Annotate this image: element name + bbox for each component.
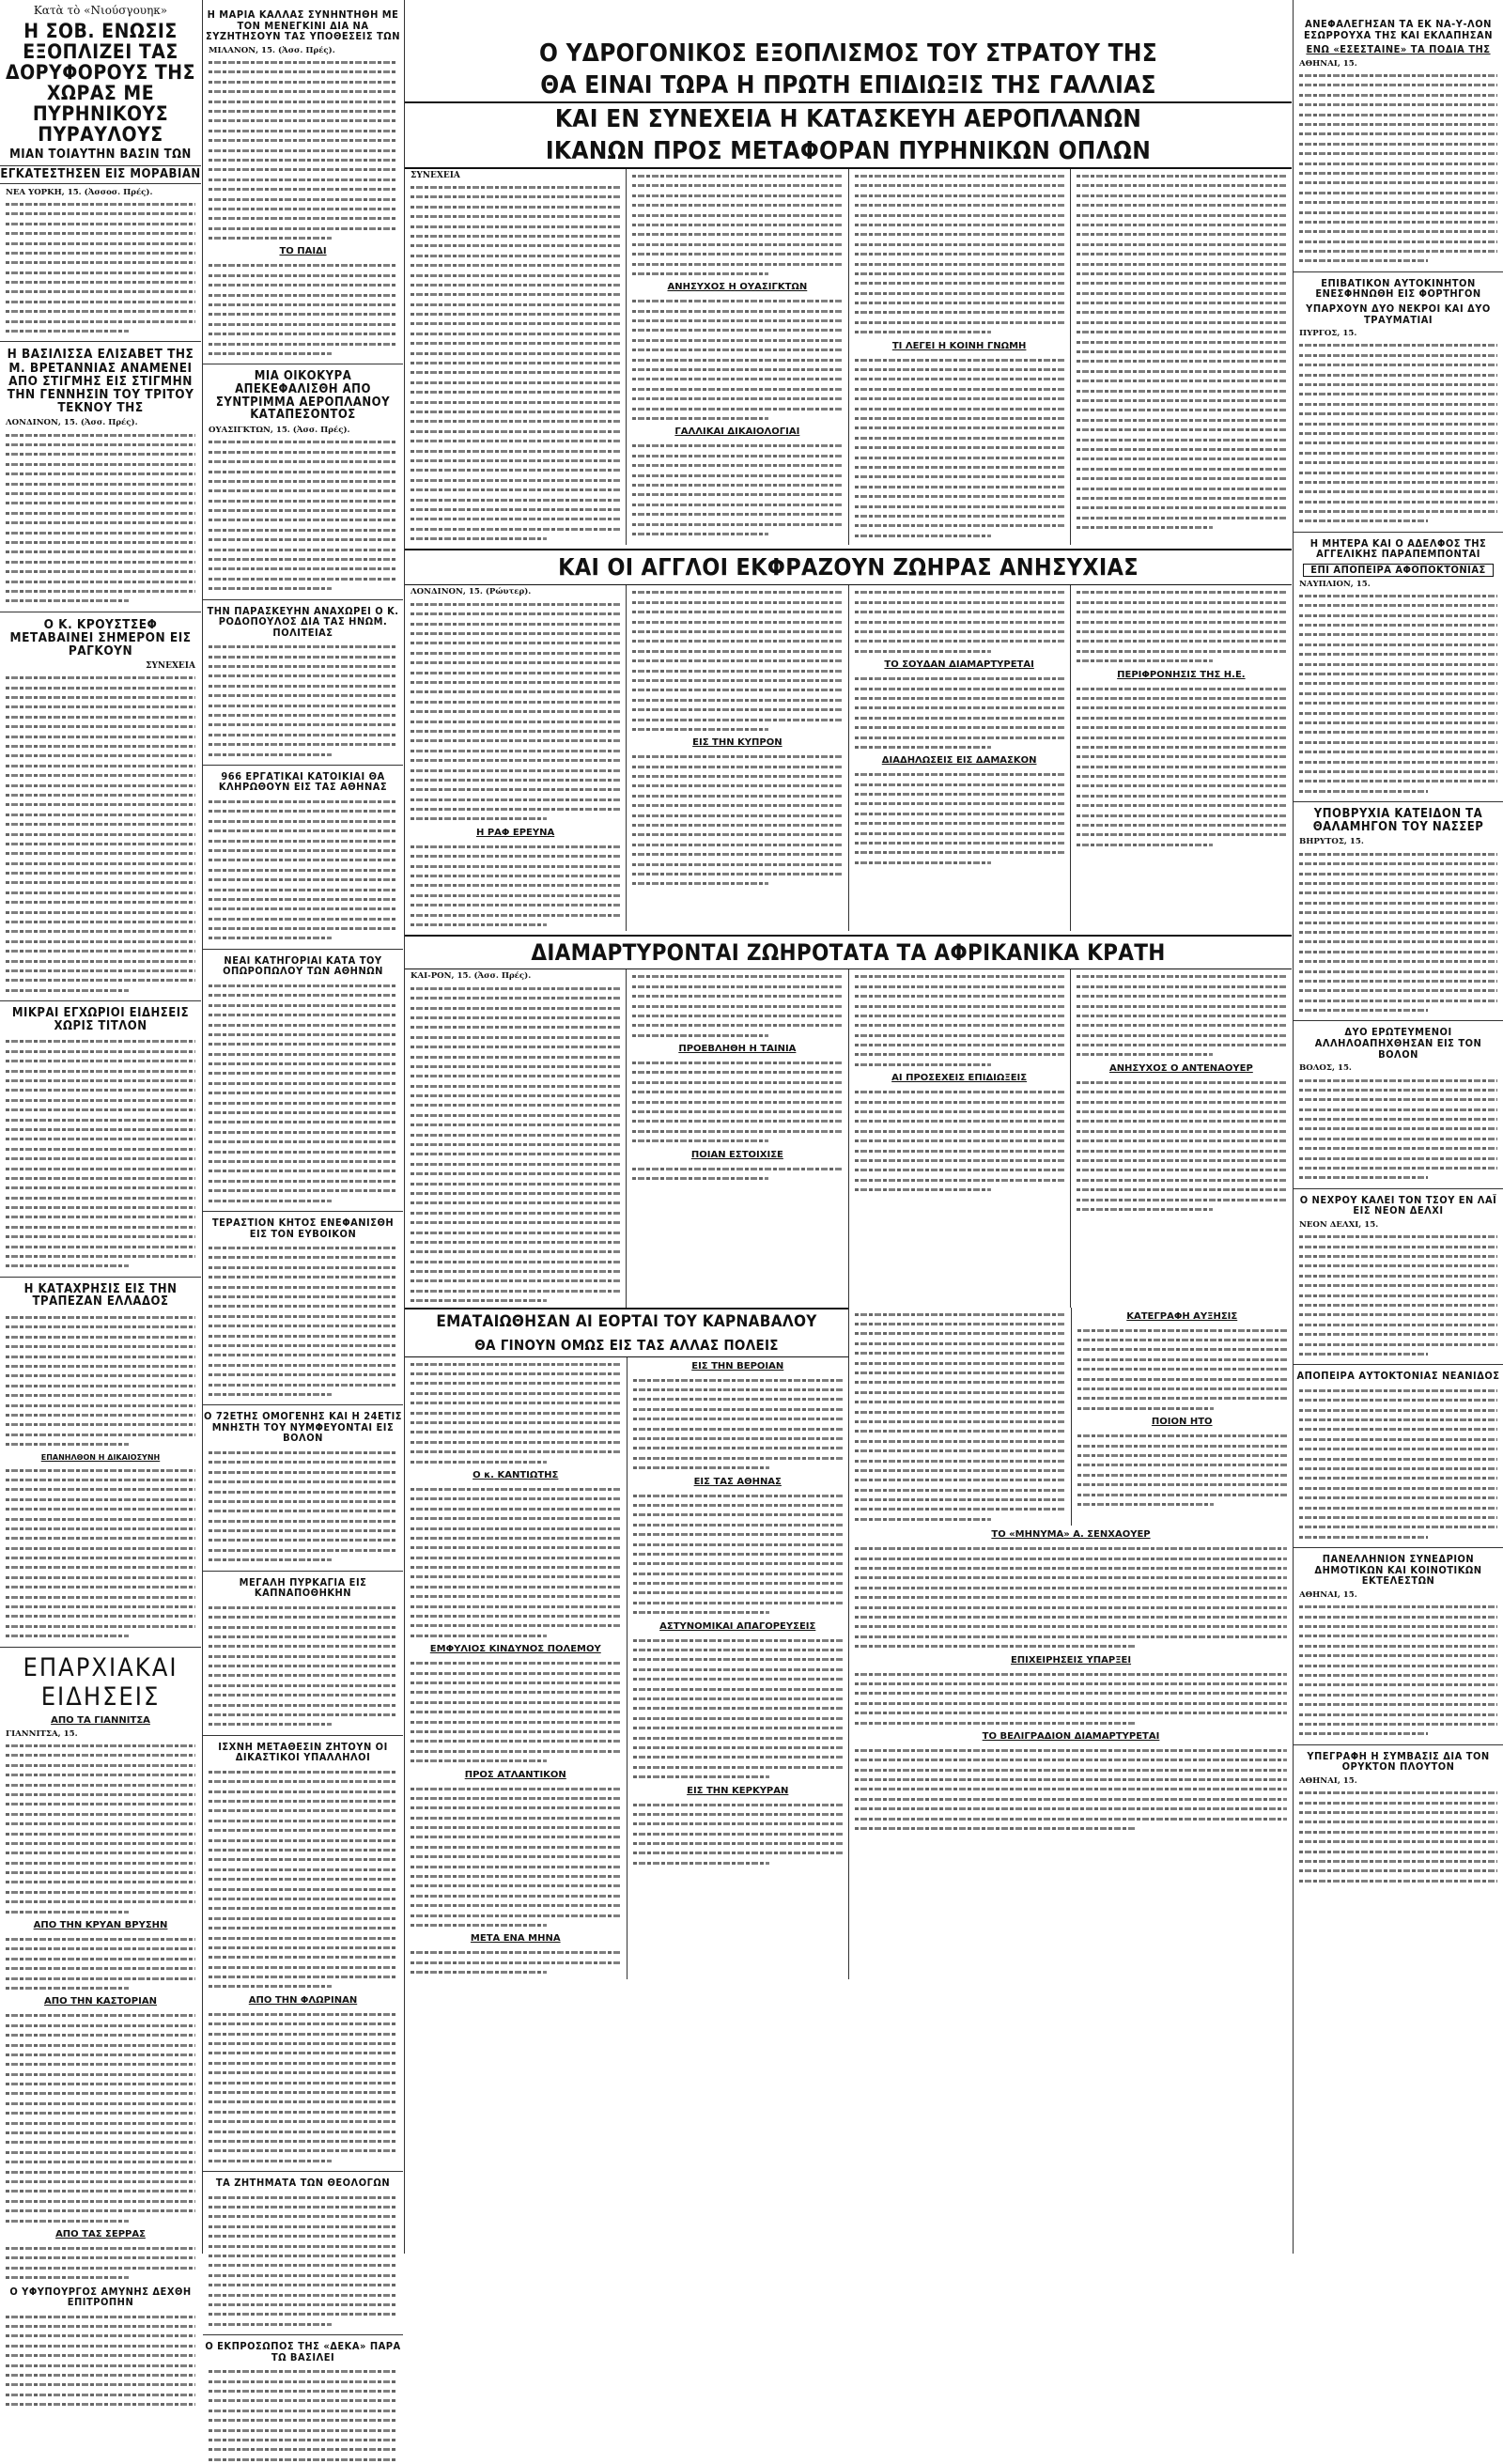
article-body bbox=[1077, 171, 1286, 532]
headline-greengrocer: ΝΕΑΙ ΚΑΤΗΓΟΡΙΑΙ ΚΑΤΑ ΤΟΥ ΟΠΩΡΟΠΩΛΟΥ ΤΩΝ ΑΘΗΝΩΝ bbox=[223, 953, 383, 978]
dateline: ΠΥΡΓΟΣ, 15. bbox=[1299, 329, 1357, 339]
article-body bbox=[1299, 340, 1497, 525]
section-subhead: ΠΟΙΟΝ ΗΤΟ bbox=[1151, 1417, 1213, 1428]
dateline: ΑΘΗΝΑΙ, 15. bbox=[1299, 1775, 1357, 1786]
article-body bbox=[855, 355, 1064, 540]
section-subhead: ΕΙΣ ΤΑΣ ΑΘΗΝΑΣ bbox=[693, 1476, 782, 1487]
center-col-a1 bbox=[405, 169, 627, 545]
section-subhead: ΜΕΤΑ ΕΝΑ ΜΗΝΑ bbox=[470, 1933, 561, 1945]
center-col-b2 bbox=[627, 585, 848, 931]
article-body bbox=[633, 1635, 844, 1782]
banner-english-concern: ΚΑΙ ΟΙ ΑΓΓΛΟΙ ΕΚΦΡΑΖΟΥΝ ΖΩΗΡΑΣ ΑΝΗΣΥΧΙΑΣ bbox=[405, 549, 1292, 585]
dateline: ΝΕΑ ΥΟΡΚΗ, 15. (Ἀσσοσ. Πρές). bbox=[6, 187, 153, 197]
article-body bbox=[633, 1800, 844, 1868]
subhead: ΕΝΩ «ΕΣΕΣΤΑΙΝΕ» ΤΑ ΠΟΔΙΑ ΤΗΣ bbox=[1306, 43, 1491, 56]
article-body bbox=[855, 171, 1064, 337]
banner-line: ΚΑΙ ΕΝ ΣΥΝΕΧΕΙΑ Η ΚΑΤΑΣΚΕΥΗ ΑΕΡΟΠΛΑΝΩΝ bbox=[554, 105, 1142, 133]
headline-fire: ΜΕΓΑΛΗ ΠΥΡΚΑΓΙΑ ΕΙΣ ΚΑΠΝΑΠΟΘΗΚΗΝ bbox=[239, 1575, 367, 1600]
section-subhead: ΕΙΣ ΤΗΝ ΒΕΡΟΙΑΝ bbox=[691, 1360, 784, 1371]
subhead: ΕΠΙ ΑΠΟΠΕΙΡΑ ΑΦΟΠΟΚΤΟΝΙΑΣ bbox=[1303, 564, 1494, 577]
article-body bbox=[411, 1658, 621, 1765]
article-body bbox=[6, 1934, 195, 1992]
center-col-c4 bbox=[1071, 969, 1292, 1307]
article-body bbox=[855, 1669, 1287, 1728]
section-subhead: ΑΝΗΣΥΧΟΣ Η ΟΥΑΣΙΓΚΤΩΝ bbox=[667, 282, 808, 293]
article-body bbox=[1299, 849, 1497, 1015]
article-body bbox=[632, 441, 842, 538]
center-col-a3 bbox=[849, 169, 1071, 545]
headline-deka: Ο ΕΚΠΡΟΣΩΠΟΣ ΤΗΣ «ΔΕΚΑ» ΠΑΡΑ ΤΩ ΒΑΣΙΛΕΙ bbox=[205, 2340, 401, 2363]
section-subhead: ΑΠΟ ΤΗΝ ΚΡΥΑΝ ΒΡΥΣΗΝ bbox=[33, 1920, 168, 1931]
center-col-d-right bbox=[849, 1308, 1293, 1979]
banner-line: ΙΚΑΝΩΝ ΠΡΟΣ ΜΕΤΑΦΟΡΑΝ ΠΥΡΗΝΙΚΩΝ ΟΠΛΩΝ bbox=[405, 135, 1292, 169]
article-body bbox=[6, 430, 195, 606]
center-section bbox=[405, 0, 1292, 2254]
article-body bbox=[855, 674, 1064, 752]
section-subhead: ΕΠΑΝΗΛΘΟΝ Η ΔΙΚΑΙΟΣΥΝΗ bbox=[40, 1452, 161, 1462]
article-body bbox=[209, 642, 397, 759]
article-body bbox=[855, 587, 1064, 656]
article-body bbox=[632, 587, 842, 734]
banner-carnival: ΕΜΑΤΑΙΩΘΗΣΑΝ ΑΙ ΕΟΡΤΑΙ ΤΟΥ ΚΑΡΝΑΒΑΛΟΥ bbox=[405, 1308, 848, 1334]
headline-angeliki: Η ΜΗΤΕΡΑ ΚΑΙ Ο ΑΔΕΛΦΟΣ ΤΗΣ ΑΓΓΕΛΙΚΗΣ ΠΑΡΑΠΕΜΠΟΝΤΑΙ bbox=[1309, 536, 1487, 561]
section-subhead: ΠΡΟΣ ΑΤΛΑΝΤΙΚΟΝ bbox=[464, 1769, 566, 1780]
article-body bbox=[209, 1767, 397, 1991]
article-body bbox=[6, 1465, 195, 1641]
banner-carnival-sub: ΘΑ ΓΙΝΟΥΝ ΟΜΩΣ ΕΙΣ ΤΑΣ ΑΛΛΑΣ ΠΟΛΕΙΣ bbox=[405, 1334, 848, 1357]
article-body bbox=[855, 1087, 1064, 1194]
article-body bbox=[632, 971, 842, 1040]
dateline: ΚΑΙ-ΡΟΝ, 15. (Ἀσσ. Πρές). bbox=[411, 971, 532, 982]
article-body bbox=[1299, 1232, 1497, 1358]
headline-lovers: ΔΥΟ ΕΡΩΤΕΥΜΕΝΟΙ ΑΛΛΗΛΟΑΠΗΧΘΗΣΑΝ ΕΙΣ ΤΟΝ ΒΟΛΟΝ bbox=[1314, 1026, 1482, 1061]
headline-khrushchev: Ο Κ. ΚΡΟΥΣΤΣΕΦ ΜΕΤΑΒΑΙΝΕΙ ΣΗΜΕΡΟΝ ΕΙΣ ΡΑΓΚΟΥΝ bbox=[9, 616, 192, 659]
center-col-c2 bbox=[627, 969, 848, 1307]
headline-whale: ΤΕΡΑΣΤΙΟΝ ΚΗΤΟΣ ΕΝΕΦΑΝΙΣΘΗ ΕΙΣ ΤΟΝ ΕΥΒΟΙΚΟΝ bbox=[211, 1216, 395, 1240]
article-body bbox=[1077, 1077, 1286, 1214]
article-body bbox=[632, 752, 842, 888]
section-subhead: ΑΠΟ ΤΑΣ ΣΕΡΡΑΣ bbox=[55, 2228, 146, 2239]
article-body bbox=[209, 1243, 397, 1399]
article-body bbox=[1299, 1076, 1497, 1183]
article-body bbox=[855, 1309, 1065, 1525]
headline-mineral: ΥΠΕΓΡΑΦΗ Η ΣΥΜΒΑΣΙΣ ΔΙΑ ΤΟΝ ΟΡΥΚΤΟΝ ΠΛΟΥΤΟΝ bbox=[1307, 1749, 1490, 1774]
section-subhead: ΠΕΡΙΦΡΟΝΗΣΙΣ ΤΗΣ Η.Ε. bbox=[1117, 669, 1246, 680]
section-subhead: ΠΡΟΕΒΛΗΘΗ Η ΤΑΙΝΙΑ bbox=[678, 1044, 797, 1055]
center-col-a2 bbox=[627, 169, 848, 545]
article-body bbox=[1299, 1788, 1497, 1885]
subhead: ΥΠΑΡΧΟΥΝ ΔΥΟ ΝΕΚΡΟΙ ΚΑΙ ΔΥΟ ΤΡΑΥΜΑΤΙΑΙ bbox=[1306, 302, 1491, 326]
dateline: ΒΟΛΟΣ, 15. bbox=[1299, 1063, 1352, 1074]
section-subhead: ΕΙΣ ΤΗΝ ΚΥΠΡΟΝ bbox=[692, 737, 782, 749]
section-subhead: ΤΙ ΛΕΓΕΙ Η ΚΟΙΝΗ ΓΝΩΜΗ bbox=[891, 340, 1027, 351]
section-subhead: ΑΠΟ ΤΑ ΓΙΑΝΝΙΤΣΑ bbox=[51, 1714, 150, 1726]
article-body bbox=[6, 1036, 195, 1270]
continued-label: ΣΥΝΕΧΕΙΑ bbox=[146, 661, 195, 672]
section-subhead: ΤΟ ΒΕΛΙΓΡΑΔΙΟΝ ΔΙΑΜΑΡΤΥΡΕΤΑΙ bbox=[982, 1730, 1160, 1742]
carnival-col-2 bbox=[628, 1357, 849, 1979]
section-subhead: ΑΣΤΥΝΟΜΙΚΑΙ ΑΠΑΓΟΡΕΥΣΕΙΣ bbox=[659, 1620, 816, 1632]
article-body bbox=[1299, 591, 1497, 796]
headline-bank: Η ΚΑΤΑΧΡΗΣΙΣ ΕΙΣ ΤΗΝ ΤΡΑΠΕΖΑΝ ΕΛΛΑΔΟΣ bbox=[23, 1281, 178, 1309]
article-body bbox=[6, 199, 195, 335]
center-col-c3 bbox=[849, 969, 1071, 1307]
article-body bbox=[411, 599, 620, 824]
article-body bbox=[209, 2366, 397, 2464]
article-body bbox=[209, 797, 397, 943]
article-body bbox=[411, 1484, 621, 1640]
section-subhead: ΤΟ «ΜΗΝΥΜΑ» Α. ΣΕΝΧΑΟΥΕΡ bbox=[991, 1529, 1151, 1541]
article-body bbox=[411, 984, 620, 1306]
article-body bbox=[632, 171, 842, 278]
article-body bbox=[6, 1312, 195, 1449]
article-body bbox=[1077, 1431, 1288, 1509]
banner-african-states: ΔΙΑΜΑΡΤΥΡΟΝΤΑΙ ΖΩΗΡΟΤΑΤΑ ΤΑ ΑΦΡΙΚΑΝΙΚΑ ΚΡΑΤΗ bbox=[405, 935, 1292, 969]
headline-clerks: ΙΣΧΝΗ ΜΕΤΑΘΕΣΙΝ ΖΗΤΟΥΝ ΟΙ ΔΙΚΑΣΤΙΚΟΙ ΥΠΑΛΛΗΛΟΙ bbox=[218, 1740, 388, 1764]
dateline: ΒΗΡΥΤΟΣ, 15. bbox=[1299, 837, 1364, 847]
section-title-provincial: ΕΠΑΡΧΙΑΚΑΙ ΕΙΔΗΣΕΙΣ bbox=[23, 1652, 178, 1712]
headline-soviet: Η ΣΟΒ. ΕΝΩΣΙΣ ΕΞΟΠΛΙΖΕΙ ΤΑΣ ΔΟΡΥΦΟΡΟΥΣ ΤΗΣ ΧΩΡΑΣ ΜΕ ΠΥΡΗΝΙΚΟΥΣ ΠΥΡΑΥΛΟΥΣ bbox=[6, 20, 195, 147]
article-body bbox=[1299, 70, 1497, 266]
article-body bbox=[632, 1164, 842, 1184]
article-body bbox=[209, 2009, 397, 2165]
headline-suicide: ΑΠΟΠΕΙΡΑ ΑΥΤΟΚΤΟΝΙΑΣ ΝΕΑΝΙΔΟΣ bbox=[1296, 1370, 1500, 1383]
headline-nylon: ΑΝΕΦΑΛΕΓΗΣΑΝ ΤΑ ΕΚ ΝΑ-Υ-ΛΟΝ ΕΣΩΡΡΟΥΧΑ ΤΗΣ ΚΑΙ ΕΚΛΑΠΗΣΑΝ bbox=[1304, 18, 1493, 41]
article-body bbox=[1299, 1386, 1497, 1542]
article-body bbox=[632, 1058, 842, 1146]
article-body bbox=[1299, 1602, 1497, 1738]
article-body bbox=[1077, 1325, 1288, 1414]
center-col-d3 bbox=[849, 1308, 1072, 1526]
section-subhead: Ο κ. ΚΑΝΤΙΩΤΗΣ bbox=[473, 1469, 559, 1480]
section-subhead: ΓΑΛΛΙΚΑΙ ΔΙΚΑΙΟΛΟΓΙΑΙ bbox=[674, 426, 800, 438]
headline-nehru: Ο ΝΕΧΡΟΥ ΚΑΛΕΙ ΤΟΝ ΤΣΟΥ ΕΝ ΛΑΪ ΕΙΣ ΝΕΟΝ ΔΕΛΧΙ bbox=[1299, 1193, 1497, 1217]
section-subhead: ΔΙΑΔΗΛΩΣΕΙΣ ΕΙΣ ΔΑΜΑΣΚΟΝ bbox=[881, 755, 1037, 767]
headline-callas: Η ΜΑΡΙΑ ΚΑΛΛΑΣ ΣΥΝΗΝΤΗΘΗ ΜΕ ΤΟΝ ΜΕΝΕΓΚΙΝΙ ΔΙΑ ΝΑ ΣΥΖΗΤΗΣΟΥΝ ΤΑΣ ΥΠΟΘΕΣΕΙΣ ΤΩΝ bbox=[206, 8, 400, 43]
section-subhead: ΚΑΤΕΓΡΑΦΗ ΑΥΞΗΣΙΣ bbox=[1126, 1310, 1238, 1322]
center-col-b4 bbox=[1071, 585, 1292, 931]
article-body bbox=[209, 57, 397, 242]
dateline: ΛΟΝΔΙΝΟΝ, 15. (Ἀσσ. Πρές). bbox=[6, 418, 138, 428]
article-body bbox=[209, 2193, 397, 2329]
section-subhead: ΕΠΙΧΕΙΡΗΣΕΙΣ ΥΠΑΡΞΕΙ bbox=[1010, 1654, 1132, 1666]
headline-submarines: ΥΠΟΒΡΥΧΙΑ ΚΑΤΕΙΔΟΝ ΤΑ ΘΑΛΑΜΗΓΟΝ ΤΟΥ ΝΑΣΣΕΡ bbox=[1312, 807, 1484, 834]
section-subhead: ΤΟ ΣΟΥΔΑΝ ΔΙΑΜΑΡΤΥΡΕΤΑΙ bbox=[884, 659, 1034, 671]
section-subhead: ΕΜΦΥΛΙΟΣ ΚΙΝΔΥΝΟΣ ΠΟΛΕΜΟΥ bbox=[429, 1644, 601, 1655]
headline-housewife: ΜΙΑ ΟΙΚΟΚΥΡΑ ΑΠΕΚΕΦΑΛΙΣΘΗ ΑΠΟ ΣΥΝΤΡΙΜΜΑ ΑΕΡΟΠΛΑΝΟΥ ΚΑΤΑΠΕΣΟΝΤΟΣ bbox=[215, 369, 391, 423]
dateline: ΓΙΑΝΝΙΤΣΑ, 15. bbox=[6, 1728, 78, 1739]
carnival-col-1 bbox=[405, 1357, 628, 1979]
article-body bbox=[209, 981, 397, 1205]
center-columns-c bbox=[405, 969, 1292, 1307]
section-subhead: ΕΙΣ ΤΗΝ ΚΕΡΚΥΡΑΝ bbox=[687, 1785, 789, 1796]
dateline: ΝΕΟΝ ΔΕΛΧΙ, 15. bbox=[1299, 1219, 1379, 1230]
article-body bbox=[209, 1448, 397, 1565]
column-2 bbox=[203, 0, 403, 2363]
dateline: ΝΑΥΠΛΙΟΝ, 15. bbox=[1299, 579, 1371, 589]
article-body bbox=[209, 437, 397, 593]
article-body bbox=[855, 971, 1064, 1069]
dateline: ΜΙΛΑΝΟΝ, 15. (Ἀσσ. Πρές). bbox=[209, 45, 335, 55]
article-body bbox=[855, 1543, 1287, 1650]
article-body bbox=[855, 1745, 1287, 1834]
article-body bbox=[633, 1491, 844, 1618]
center-columns-a bbox=[405, 169, 1292, 545]
center-columns-d bbox=[405, 1308, 1292, 1979]
article-body bbox=[411, 842, 620, 930]
banner-line: Ο ΥΔΡΟΓΟΝΙΚΟΣ ΕΞΟΠΛΙΣΜΟΣ ΤΟΥ ΣΤΡΑΤΟΥ ΤΗΣ bbox=[538, 39, 1158, 68]
center-col-c1 bbox=[405, 969, 627, 1307]
headline-housing: 966 ΕΡΓΑΤΙΚΑΙ ΚΑΤΟΙΚΙΑΙ ΘΑ ΚΛΗΡΩΘΟΥΝ ΕΙΣ ΤΑΣ ΑΘΗΝΑΣ bbox=[218, 769, 388, 794]
center-columns-b bbox=[405, 585, 1292, 931]
article-body bbox=[6, 2312, 195, 2410]
kicker: Κατὰ τὸ «Νιούσγουηκ» bbox=[33, 4, 168, 17]
headline-theologians: ΤΑ ΖΗΤΗΜΑΤΑ ΤΩΝ ΘΕΟΛΟΓΩΝ bbox=[215, 2177, 391, 2190]
headline-wedding: Ο 72ΕΤΗΣ ΟΜΟΓΕΝΗΣ ΚΑΙ Η 24ΕΤΙΣ ΜΝΗΣΤΗ ΤΟΥ ΝΥΜΦΕΥΟΝΤΑΙ ΕΙΣ ΒΟΛΟΝ bbox=[203, 1410, 403, 1445]
carnival-columns bbox=[405, 1357, 848, 1979]
subhead: ΕΓΚΑΤΕΣΤΗΣΕΝ ΕΙΣ ΜΟΡΑΒΙΑΝ bbox=[0, 165, 201, 184]
article-body bbox=[632, 296, 842, 423]
article-body bbox=[1077, 587, 1286, 665]
article-body bbox=[633, 1375, 844, 1473]
carnival-block bbox=[405, 1308, 849, 1979]
section-subhead: ΑΙ ΠΡΟΣΕΧΕΙΣ ΕΠΙΔΙΩΞΕΙΣ bbox=[891, 1073, 1028, 1084]
column-1 bbox=[0, 0, 201, 2309]
article-body bbox=[6, 2243, 195, 2283]
continued-label: ΣΥΝΕΧΕΙΑ bbox=[411, 171, 460, 180]
article-body bbox=[1077, 971, 1286, 1060]
article-body bbox=[411, 1359, 621, 1466]
headline-queen: Η ΒΑΣΙΛΙΣΣΑ ΕΛΙΣΑΒΕΤ ΤΗΣ Μ. ΒΡΕΤΑΝΝΙΑΣ ΑΝΑΜΕΝΕΙ ΑΠΟ ΣΤΙΓΜΗΣ ΕΙΣ ΣΤΙΓΜΗΝ ΤΗΝ ΓΕΝΝΗΣΙΝ ΤΟΥ ΤΡΙΤΟΥ ΤΕΚΝΟΥ ΤΗΣ bbox=[7, 347, 194, 416]
center-col-a4 bbox=[1071, 169, 1292, 545]
section-subhead: ΑΝΗΣΥΧΟΣ Ο ΑΝΤΕΝΑΟΥΕΡ bbox=[1108, 1062, 1253, 1074]
headline-local: ΜΙΚΡΑΙ ΕΓΧΩΡΙΟΙ ΕΙΔΗΣΕΙΣ ΧΩΡΙΣ ΤΙΤΛΟΝ bbox=[11, 1006, 190, 1033]
article-body bbox=[411, 1947, 621, 1976]
banner-line: ΘΑ ΕΙΝΑΙ ΤΩΡΑ Η ΠΡΩΤΗ ΕΠΙΔΙΩΞΙΣ ΤΗΣ ΓΑΛΛΙΑΣ bbox=[405, 70, 1292, 103]
section-subhead: Η ΡΑΦ ΕΡΕΥΝΑ bbox=[476, 827, 555, 838]
section-subhead: ΠΟΙΑΝ ΕΣΤΟΙΧΙΣΕ bbox=[690, 1149, 783, 1160]
article-body bbox=[411, 182, 620, 543]
section-subhead: ΑΠΟ ΤΗΝ ΚΑΣΤΟΡΙΑΝ bbox=[44, 1996, 157, 2007]
headline-rodopoulos: ΤΗΝ ΠΑΡΑΣΚΕΥΗΝ ΑΝΑΧΩΡΕΙ Ο Κ. ΡΟΔΟΠΟΥΛΟΣ ΔΙΑ ΤΑΣ ΗΝΩΜ. ΠΟΛΙΤΕΙΑΣ bbox=[207, 604, 399, 639]
article-body bbox=[411, 1784, 621, 1930]
article-body bbox=[6, 673, 195, 995]
dateline: ΟΥΑΣΙΓΚΤΩΝ, 15. (Ἀσσ. Πρές). bbox=[209, 425, 350, 435]
center-col-b1 bbox=[405, 585, 627, 931]
dateline: ΑΘΗΝΑΙ, 15. bbox=[1299, 1589, 1357, 1600]
article-body bbox=[209, 1603, 397, 1729]
section-subhead: ΤΟ ΠΑΙΔΙ bbox=[279, 246, 327, 257]
center-col-b3 bbox=[849, 585, 1071, 931]
article-body bbox=[855, 769, 1064, 867]
article-body bbox=[1077, 684, 1286, 850]
article-body bbox=[6, 2010, 195, 2225]
dateline: ΛΟΝΔΙΝΟΝ, 15. (Ρώυτερ). bbox=[411, 587, 532, 597]
headline-congress: ΠΑΝΕΛΛΗΝΙΟΝ ΣΥΝΕΔΡΙΟΝ ΔΗΜΟΤΙΚΩΝ ΚΑΙ ΚΟΙΝΟΤΙΚΩΝ ΕΚΤΕΛΕΣΤΩΝ bbox=[1314, 1553, 1482, 1588]
dateline: ΑΘΗΝΑΙ, 15. bbox=[1299, 58, 1357, 69]
headline-deputy: Ο ΥΦΥΠΟΥΡΓΟΣ ΑΜΥΝΗΣ ΔΕΧΘΗ ΕΠΙΤΡΟΠΗΝ bbox=[9, 2285, 192, 2309]
headline-car-crash: ΕΠΙΒΑΤΙΚΟΝ ΑΥΤΟΚΙΝΗΤΟΝ ΕΝΕΣΦΗΝΩΘΗ ΕΙΣ ΦΟΡΤΗΓΟΝ bbox=[1315, 276, 1481, 301]
article-body bbox=[209, 260, 397, 358]
section-subhead: ΑΠΟ ΤΗΝ ΦΛΩΡΙΝΑΝ bbox=[248, 1994, 358, 2006]
article-body bbox=[6, 1741, 195, 1916]
center-col-d4 bbox=[1072, 1308, 1294, 1526]
subhead: ΜΙΑΝ ΤΟΙΑΥΤΗΝ ΒΑΣΙΝ ΤΩΝ bbox=[9, 147, 192, 163]
column-6 bbox=[1294, 0, 1503, 2254]
